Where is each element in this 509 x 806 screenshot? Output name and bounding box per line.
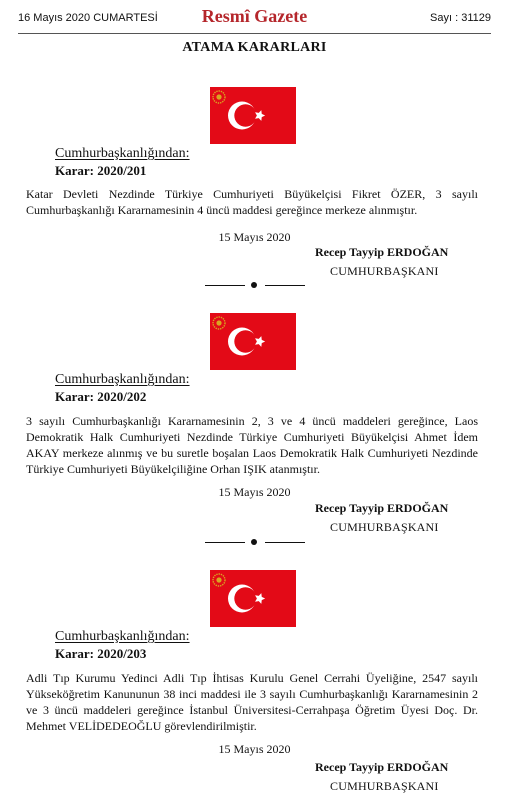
issuer-label: Cumhurbaşkanlığından: <box>55 629 190 644</box>
issuer-label: Cumhurbaşkanlığından: <box>55 146 190 161</box>
decision-date: 15 Mayıs 2020 <box>218 485 291 499</box>
signer-title: CUMHURBAŞKANI <box>330 520 439 534</box>
signer-name: Recep Tayyip ERDOĞAN <box>315 501 449 515</box>
section-separator <box>205 280 305 290</box>
decision-text: 3 sayılı Cumhurbaşkanlığı Kararnamesinin 2, 3 ve 4 üncü maddeleri gereğince, Laos Demokratik Halk Cumhuriyeti Nezdinde Türkiye Cumhuriyeti Büyükelçisi Ahmet İdem AKAY merkeze alınmış ve bu suretle boşalan Laos Demokratik Halk Cumhuriyeti Nezdinde Türkiye Cumhuriyeti Büyükelçiliğine Orhan IŞIK atanmıştır. <box>26 414 478 476</box>
decision-number: Karar: 2020/203 <box>55 646 147 661</box>
section-separator <box>205 537 305 547</box>
decision-number: Karar: 2020/202 <box>55 389 147 404</box>
issue-number: Sayı : 31129 <box>430 12 491 24</box>
decision-date: 15 Mayıs 2020 <box>218 230 291 244</box>
presidential-seal-icon <box>212 316 226 330</box>
signer-name: Recep Tayyip ERDOĞAN <box>315 245 449 259</box>
gazette-title: Resmî Gazete <box>201 6 308 26</box>
header-divider <box>18 33 491 34</box>
section-title: ATAMA KARARLARI <box>182 40 327 55</box>
decision-date: 15 Mayıs 2020 <box>218 742 291 756</box>
issuer-label: Cumhurbaşkanlığından: <box>55 372 190 387</box>
presidential-seal-icon <box>212 90 226 104</box>
signer-title: CUMHURBAŞKANI <box>330 779 439 793</box>
decision-text: Adli Tıp Kurumu Yedinci Adli Tıp İhtisas Kurulu Genel Cerrahi Üyeliğine, 2547 sayılı Yükseköğretim Kanununun 38 inci maddesi ile 3 sayılı Cumhurbaşkanlığı Kararnamesinin 2 ve 3 üncü maddeleri gereğince İstanbul Üniversitesi-Cerrahpaşa Öğretim Üyesi Doç. Dr. Mehmet VELİDEDEOĞLU görevlendirilmiştir. <box>26 671 478 733</box>
signer-name: Recep Tayyip ERDOĞAN <box>315 760 449 774</box>
header-date: 16 Mayıs 2020 CUMARTESİ <box>18 12 158 24</box>
decision-text: Katar Devleti Nezdinde Türkiye Cumhuriyeti Büyükelçisi Fikret ÖZER, 3 sayılı Cumhurbaşkanlığı Kararnamesinin 4 üncü maddesi gereğince merkeze alınmıştır. <box>26 187 478 217</box>
decision-number: Karar: 2020/201 <box>55 163 147 178</box>
signer-title: CUMHURBAŞKANI <box>330 264 439 278</box>
presidential-seal-icon <box>212 573 226 587</box>
gazette-header <box>0 0 509 36</box>
